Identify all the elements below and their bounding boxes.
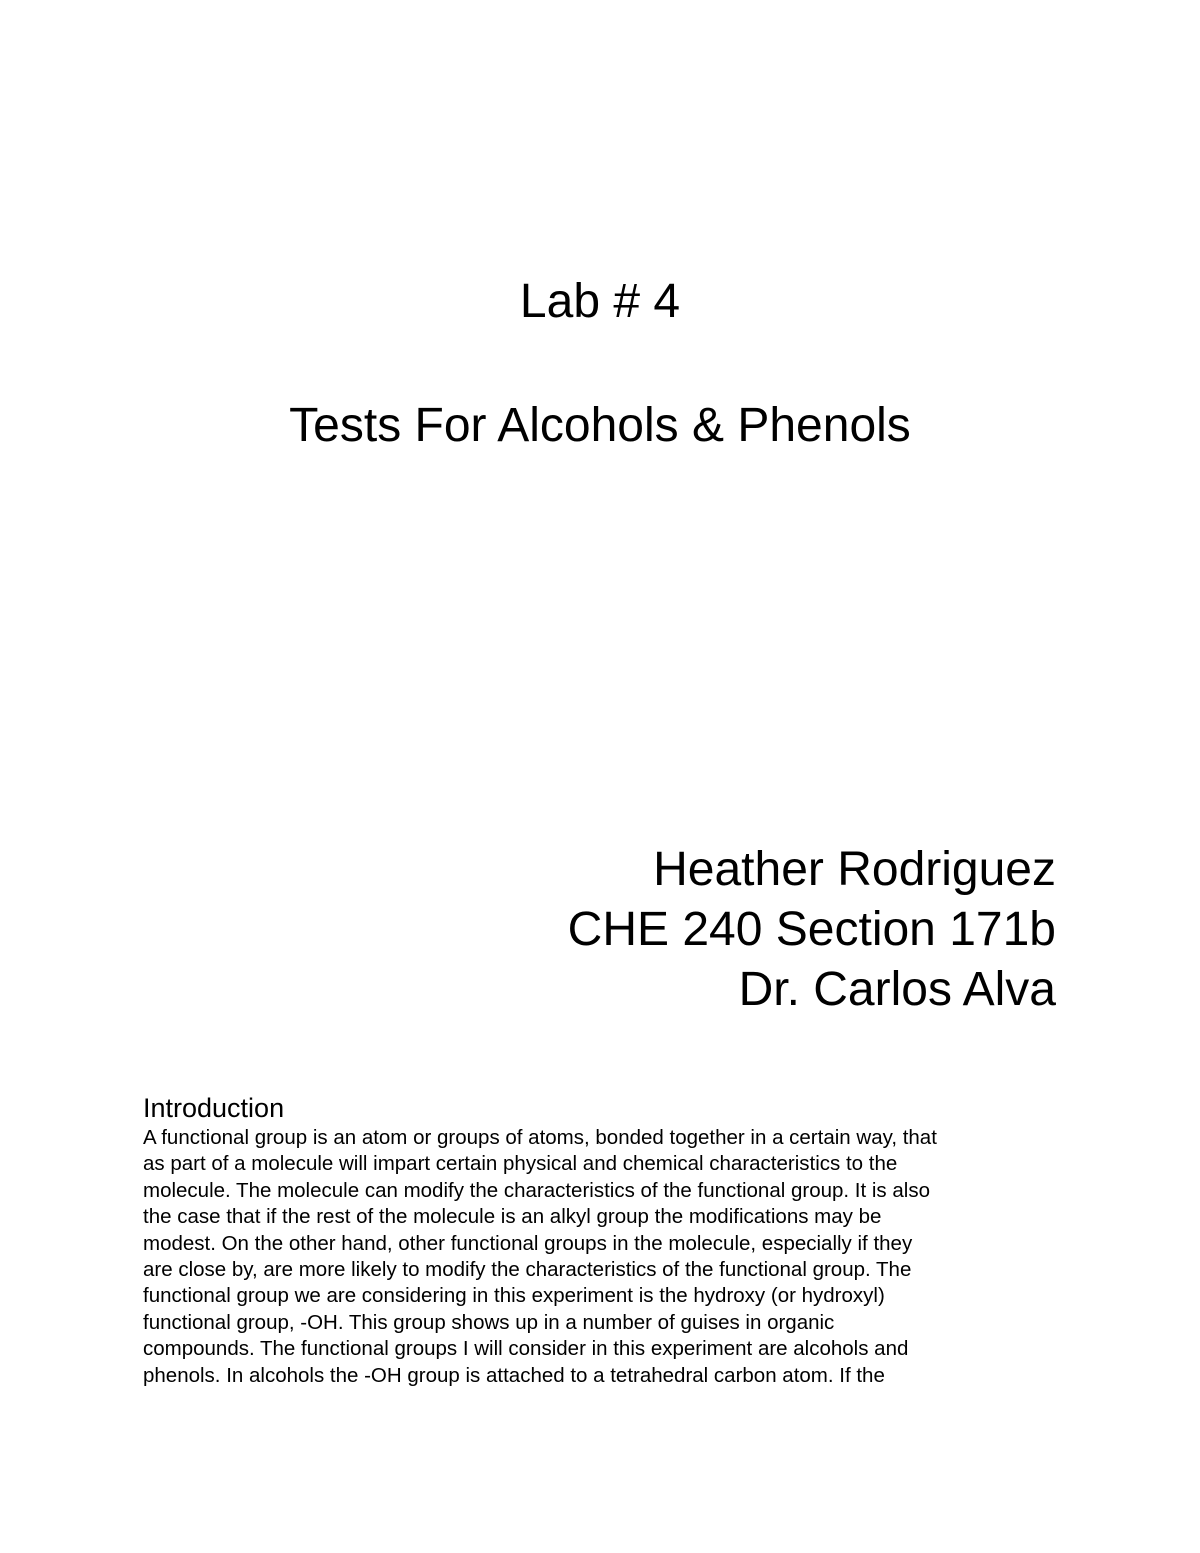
paragraph-line: functional group, -OH. This group shows up in a number of guises in organic bbox=[143, 1310, 835, 1334]
author-name: Heather Rodriguez bbox=[653, 843, 1056, 896]
paragraph-line: phenols. In alcohols the -OH group is attached to a tetrahedral carbon atom. If the bbox=[143, 1363, 885, 1387]
paragraph-line: modest. On the other hand, other functional groups in the molecule, especially if they bbox=[143, 1231, 913, 1255]
lab-number: Lab # 4 bbox=[519, 275, 681, 328]
paragraph-line: A functional group is an atom or groups of atoms, bonded together in a certain way, that bbox=[143, 1126, 937, 1149]
section-heading: Introduction bbox=[143, 1093, 285, 1123]
paragraph-line: the case that if the rest of the molecule is an alkyl group the modifications may be bbox=[143, 1205, 882, 1229]
course-section: CHE 240 Section 171b bbox=[567, 903, 1056, 956]
paragraph-line: molecule. The molecule can modify the characteristics of the functional group. It is also bbox=[143, 1178, 930, 1202]
introduction-section bbox=[143, 1091, 1073, 1389]
paragraph-line: as part of a molecule will impart certain physical and chemical characteristics to the bbox=[143, 1152, 898, 1176]
paragraph-line: functional group we are considering in this experiment is the hydroxy (or hydroxyl) bbox=[143, 1284, 885, 1308]
paragraph-line: are close by, are more likely to modify the characteristics of the functional group. The bbox=[143, 1258, 912, 1282]
instructor-name: Dr. Carlos Alva bbox=[738, 963, 1056, 1016]
paragraph-line: compounds. The functional groups I will consider in this experiment are alcohols and bbox=[143, 1337, 909, 1361]
author-block bbox=[568, 840, 1056, 1020]
introduction-paragraph bbox=[143, 1125, 1073, 1389]
document-title: Tests For Alcohols & Phenols bbox=[289, 399, 911, 452]
